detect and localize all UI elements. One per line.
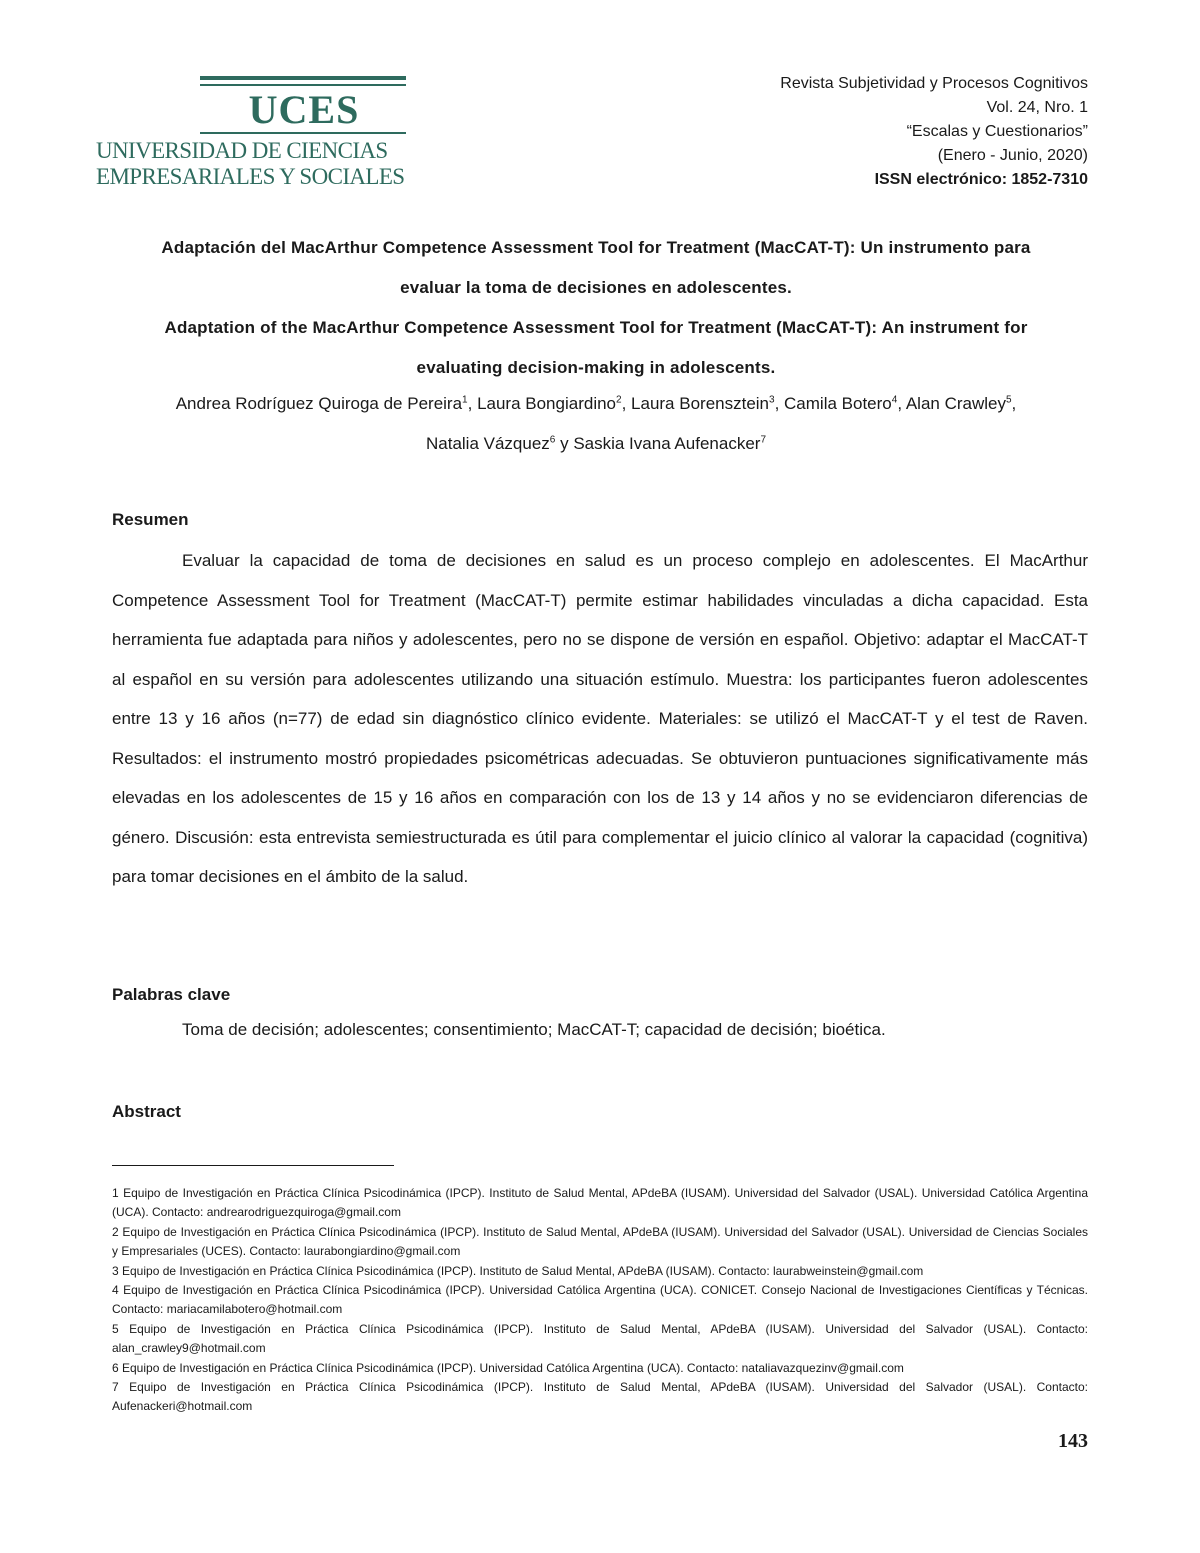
paper-titles: [96, 228, 1096, 388]
author-separator: ,: [467, 394, 478, 413]
journal-header: [780, 72, 1088, 192]
author-name: Saskia Ivana Aufenacker: [573, 434, 761, 453]
author-name: Alan Crawley: [905, 394, 1006, 413]
resumen-heading: Resumen: [112, 510, 189, 529]
author-affiliation-mark: 3: [769, 394, 775, 406]
author-affiliation-mark: 6: [549, 434, 556, 446]
author-separator: ,: [1011, 394, 1017, 413]
author-name: Laura Bongiardino: [477, 394, 617, 413]
logo-rule-bottom: [200, 132, 406, 134]
resumen-text: Evaluar la capacidad de toma de decisiones en salud es un proceso complejo en adolescentes. El MacArthur Competence Assessment Tool for Treatment (MacCAT-T) permite estimar habilidades vinculadas a dicha capacidad. Esta herramienta fue adaptada para niños y adolescentes, pero no se dispone de versión en español. Objetivo: adaptar el MacCAT-T al español en su versión para adolescentes utilizando una situación estímulo. Muestra: los participantes fueron adolescentes entre 13 y 16 años (n=77) de edad sin diagnóstico clínico evidente. Materiales: se utilizó el MacCAT-T y el test de Raven. Resultados: el instrumento mostró propiedades psicométricas adecuadas. Se obtuvieron puntuaciones significativamente más elevadas en los adolescentes de 15 y 16 años en comparación con los de 13 y 14 años y no se evidenciaron diferencias de género. Discusión: esta entrevista semiestructurada es útil para complementar el juicio clínico al valorar la capacidad (cognitiva) para tomar decisiones en el ámbito de la salud.: [112, 551, 1088, 886]
author-affiliation-mark: 1: [462, 394, 468, 406]
logo-rule-mid: [200, 84, 406, 86]
author-name: Laura Borensztein: [631, 394, 770, 413]
logo-name-line-1: UNIVERSIDAD DE CIENCIAS: [96, 138, 388, 163]
author-affiliation-mark: 5: [1005, 394, 1012, 406]
uces-logo: [96, 76, 416, 188]
footnote-7: 7 Equipo de Investigación en Práctica Clínica Psicodinámica (IPCP). Instituto de Salud Mental, APdeBA (IUSAM). Universidad del Salvador (USAL). Contacto: Aufenackeri@hotmail.com: [112, 1380, 1088, 1414]
author-separator: ,: [897, 394, 906, 413]
abstract-heading: Abstract: [112, 1102, 181, 1121]
footnote-1: 1 Equipo de Investigación en Práctica Clínica Psicodinámica (IPCP). Instituto de Salud Mental, APdeBA (IUSAM). Universidad del Salvador (USAL). Universidad Católica Argentina (UCA). Contacto: andrearodriguezquiroga@gmail.com: [112, 1186, 1088, 1220]
logo-acronym: UCES: [248, 87, 360, 132]
author-name: Camila Botero: [784, 394, 892, 413]
footnote-3: 3 Equipo de Investigación en Práctica Clínica Psicodinámica (IPCP). Instituto de Salud Mental, APdeBA (IUSAM). Contacto: laurabweinstein@gmail.com: [112, 1263, 924, 1278]
author-line-1: [96, 384, 1096, 424]
resumen-body: [112, 541, 1088, 897]
footnote-4: 4 Equipo de Investigación en Práctica Clínica Psicodinámica (IPCP). Universidad Católica Argentina (UCA). CONICET. Consejo Nacional de Investigaciones Científicas y Técnicas. Contacto: mariacamilabotero@hotmail.com: [112, 1283, 1088, 1317]
journal-issn: ISSN electrónico: 1852-7310: [874, 171, 1088, 188]
journal-volume: Vol. 24, Nro. 1: [986, 99, 1088, 116]
author-name: Natalia Vázquez: [425, 434, 550, 453]
author-line-2: [96, 424, 1096, 464]
author-separator: ,: [774, 394, 785, 413]
title-es-line-1: Adaptación del MacArthur Competence Assessment Tool for Treatment (MacCAT-T): Un instrumento para: [161, 238, 1031, 257]
footnote-2: 2 Equipo de Investigación en Práctica Clínica Psicodinámica (IPCP). Instituto de Salud Mental, APdeBA (IUSAM). Universidad del Salvador (USAL). Universidad de Ciencias Sociales y Empresariales (UCES). Contacto: laurabongiardino@gmail.com: [112, 1224, 1088, 1259]
author-name: Andrea Rodríguez Quiroga de Pereira: [175, 394, 463, 413]
title-en-line-2: evaluating decision-making in adolescents.: [416, 358, 776, 377]
author-affiliation-mark: 7: [760, 434, 766, 446]
author-separator: ,: [621, 394, 632, 413]
page-number: 143: [1058, 1430, 1088, 1452]
author-separator: y: [555, 434, 574, 453]
journal-period: (Enero - Junio, 2020): [937, 147, 1088, 164]
author-affiliation-mark: 2: [616, 394, 622, 406]
author-list: [96, 384, 1096, 464]
logo-rule-top: [200, 76, 406, 80]
footnote-6: 6 Equipo de Investigación en Práctica Clínica Psicodinámica (IPCP). Universidad Católica Argentina (UCA). Contacto: nataliavazquezinv@gmail.com: [112, 1360, 904, 1375]
keywords-text: Toma de decisión; adolescentes; consentimiento; MacCAT-T; capacidad de decisión; bioética.: [182, 1020, 886, 1039]
title-es-line-2: evaluar la toma de decisiones en adolescentes.: [400, 278, 792, 297]
logo-name-line-2: EMPRESARIALES Y SOCIALES: [96, 164, 405, 189]
footnotes: [112, 1184, 1088, 1417]
journal-name: Revista Subjetividad y Procesos Cognitivos: [780, 75, 1088, 92]
author-affiliation-mark: 4: [891, 394, 898, 406]
footnote-rule: [112, 1165, 394, 1166]
footnote-5: 5 Equipo de Investigación en Práctica Clínica Psicodinámica (IPCP). Instituto de Salud Mental, APdeBA (IUSAM). Universidad del Salvador (USAL). Contacto: alan_crawley9@hotmail.com: [112, 1321, 1088, 1356]
title-en-line-1: Adaptation of the MacArthur Competence Assessment Tool for Treatment (MacCAT-T): An instrument for: [164, 318, 1028, 337]
journal-section: “Escalas y Cuestionarios”: [906, 123, 1088, 140]
keywords-heading: Palabras clave: [112, 985, 231, 1004]
